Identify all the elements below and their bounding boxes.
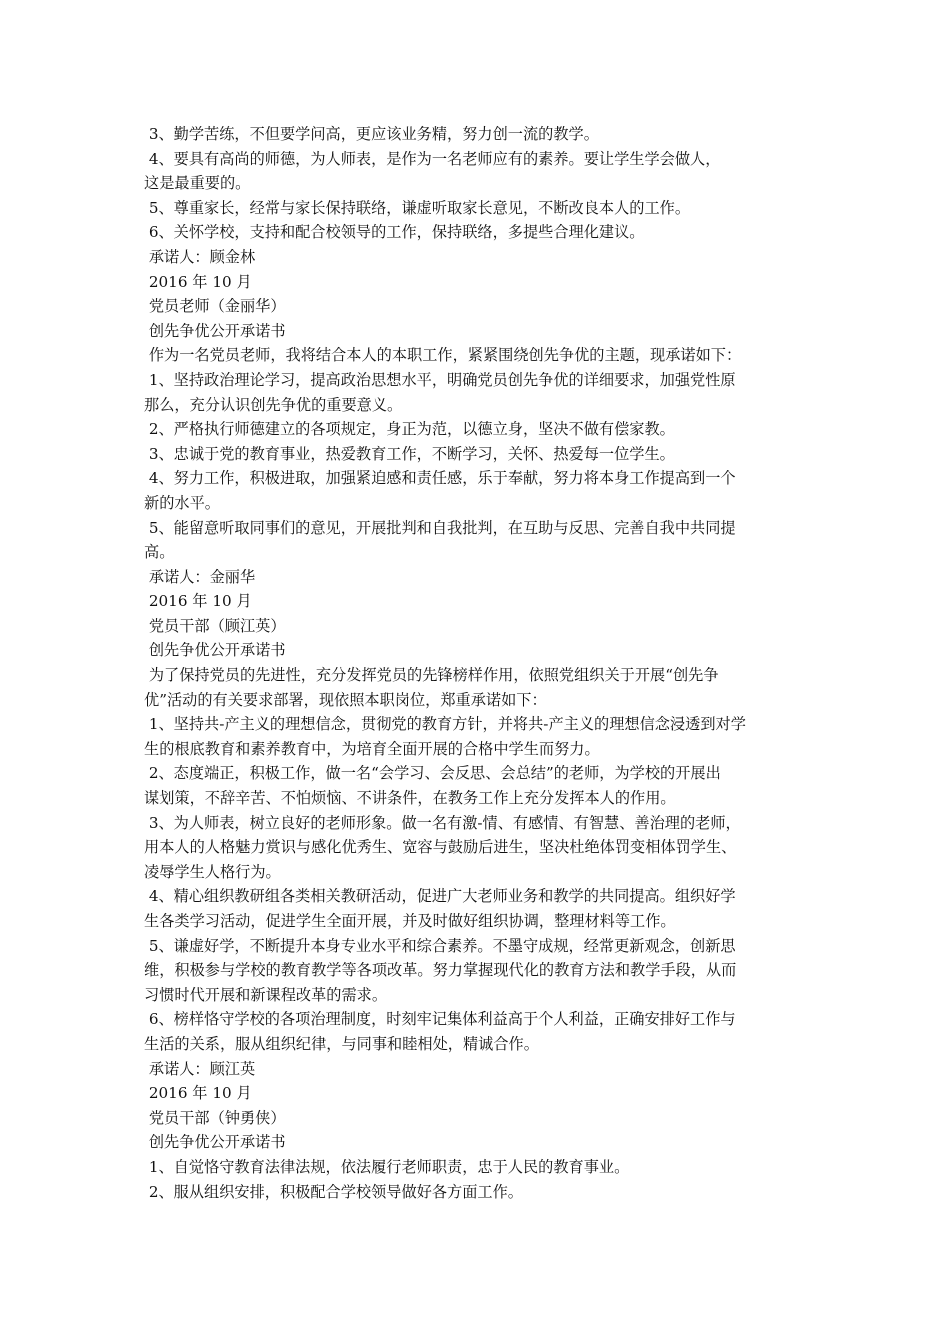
paragraph-line: 4、努力工作，积极进取，加强紧迫感和责任感，乐于奉献，努力将本身工作提高到一个 (144, 469, 736, 488)
document-paragraph (144, 368, 812, 417)
document-paragraph (144, 1155, 812, 1180)
paragraph-line: 党员干部（顾江英） (144, 616, 286, 635)
paragraph-line: 生活的关系，服从组织纪律，与同事和睦相处，精诚合作。 (144, 1034, 539, 1053)
paragraph-line: 党员干部（钟勇侠） (144, 1108, 286, 1127)
paragraph-line: 3、忠诚于党的教育事业，热爱教育工作，不断学习，关怀、热爱每一位学生。 (144, 444, 675, 463)
paragraph-line: 4、精心组织教研组各类相关教研活动，促进广大老师业务和教学的共同提高。组织好学 (144, 887, 736, 906)
paragraph-line: 谋划策，不辞辛苦、不怕烦恼、不讲条件，在教务工作上充分发挥本人的作用。 (144, 789, 676, 808)
document-paragraph (144, 245, 812, 270)
paragraph-line: 创先争优公开承诺书 (144, 1133, 286, 1152)
document-paragraph (144, 614, 812, 639)
paragraph-line: 6、榜样恪守学校的各项治理制度，时刻牢记集体利益高于个人利益，正确安排好工作与 (144, 1010, 736, 1029)
paragraph-line: 承诺人：顾江英 (144, 1059, 256, 1078)
document-paragraph (144, 1106, 812, 1131)
document-paragraph (144, 516, 812, 565)
paragraph-line: 生各类学习活动，促进学生全面开展，并及时做好组织协调，整理材料等工作。 (144, 912, 676, 930)
paragraph-line: 党员老师（金丽华） (144, 297, 286, 316)
paragraph-line: 1、坚持共-产主义的理想信念，贯彻党的教育方针，并将共-产主义的理想信念浸透到对学 (144, 715, 746, 734)
document-paragraph (144, 1081, 812, 1106)
paragraph-line: 这是最重要的。 (144, 174, 251, 193)
document-paragraph (144, 270, 812, 295)
document-paragraph (144, 565, 812, 590)
document-paragraph (144, 884, 812, 933)
paragraph-line: 5、谦虚好学，不断提升本身专业水平和综合素养。不墨守成规，经常更新观念，创新思 (144, 936, 736, 955)
paragraph-line: 6、关怀学校，支持和配合校领导的工作，保持联络，多提些合理化建议。 (144, 223, 645, 242)
paragraph-line: 习惯时代开展和新课程改革的需求。 (144, 985, 387, 1004)
document-paragraph (144, 638, 812, 663)
paragraph-line: 2016 年 10 月 (144, 272, 252, 291)
paragraph-line: 那么，充分认识创先争优的重要意义。 (144, 395, 403, 414)
paragraph-line: 3、勤学苦练，不但要学问高，更应该业务精，努力创一流的教学。 (144, 125, 599, 143)
paragraph-line: 作为一名党员老师，我将结合本人的本职工作，紧紧围绕创先争优的主题，现承诺如下： (144, 346, 742, 365)
document-paragraph (144, 196, 812, 221)
paragraph-line: 生的根底教育和素养教育中，为培育全面开展的合格中学生而努力。 (144, 739, 600, 758)
document-paragraph (144, 417, 812, 442)
paragraph-line: 新的水平。 (144, 493, 220, 512)
document-paragraph (144, 934, 812, 1008)
document-paragraph (144, 343, 812, 368)
document-paragraph (144, 1007, 812, 1056)
paragraph-line: 为了保持党员的先进性，充分发挥党员的先锋榜样作用，依照党组织关于开展“创先争 (144, 666, 719, 685)
paragraph-line: 5、尊重家长，经常与家长保持联络，谦虚听取家长意见，不断改良本人的工作。 (144, 198, 691, 217)
document-paragraph (144, 122, 812, 147)
document-paragraph (144, 589, 812, 614)
document-body (144, 122, 812, 1204)
paragraph-line: 优”活动的有关要求部署，现依照本职岗位，郑重承诺如下： (144, 690, 547, 709)
document-paragraph (144, 442, 812, 467)
paragraph-line: 凌辱学生人格行为。 (144, 862, 281, 881)
document-paragraph (144, 1180, 812, 1205)
paragraph-line: 维，积极参与学校的教育教学等各项改革。努力掌握现代化的教育方法和教学手段，从而 (144, 961, 737, 980)
paragraph-line: 3、为人师表，树立良好的老师形象。做一名有激-情、有感情、有智慧、善治理的老师， (144, 813, 741, 832)
document-paragraph (144, 294, 812, 319)
document-paragraph (144, 1130, 812, 1155)
paragraph-line: 创先争优公开承诺书 (144, 321, 286, 340)
paragraph-line: 承诺人：顾金林 (144, 247, 256, 266)
document-paragraph (144, 663, 812, 712)
paragraph-line: 创先争优公开承诺书 (144, 641, 286, 660)
document-paragraph (144, 811, 812, 885)
paragraph-line: 高。 (144, 543, 175, 562)
paragraph-line: 承诺人：金丽华 (144, 567, 256, 586)
paragraph-line: 2016 年 10 月 (144, 592, 252, 611)
paragraph-line: 2、服从组织安排，积极配合学校领导做好各方面工作。 (144, 1182, 523, 1201)
document-paragraph (144, 761, 812, 810)
document-paragraph (144, 1057, 812, 1082)
paragraph-line: 1、坚持政治理论学习，提高政治思想水平，明确党员创先争优的详细要求，加强党性原 (144, 370, 736, 389)
document-paragraph (144, 712, 812, 761)
document-paragraph (144, 147, 812, 196)
paragraph-line: 5、能留意听取同事们的意见，开展批判和自我批判，在互助与反思、完善自我中共同提 (144, 518, 736, 537)
document-paragraph (144, 319, 812, 344)
paragraph-line: 2016 年 10 月 (144, 1084, 252, 1103)
document-paragraph (144, 466, 812, 515)
paragraph-line: 2、态度端正，积极工作，做一名“会学习、会反思、会总结”的老师，为学校的开展出 (144, 764, 721, 783)
paragraph-line: 用本人的人格魅力赏识与感化优秀生、宽容与鼓励后进生，坚决杜绝体罚变相体罚学生、 (144, 838, 737, 857)
paragraph-line: 2、严格执行师德建立的各项规定，身正为范，以德立身，坚决不做有偿家教。 (144, 420, 675, 439)
document-paragraph (144, 220, 812, 245)
paragraph-line: 1、自觉恪守教育法律法规，依法履行老师职责，忠于人民的教育事业。 (144, 1157, 630, 1176)
paragraph-line: 4、要具有高尚的师德，为人师表，是作为一名老师应有的素养。要让学生学会做人， (144, 149, 721, 168)
